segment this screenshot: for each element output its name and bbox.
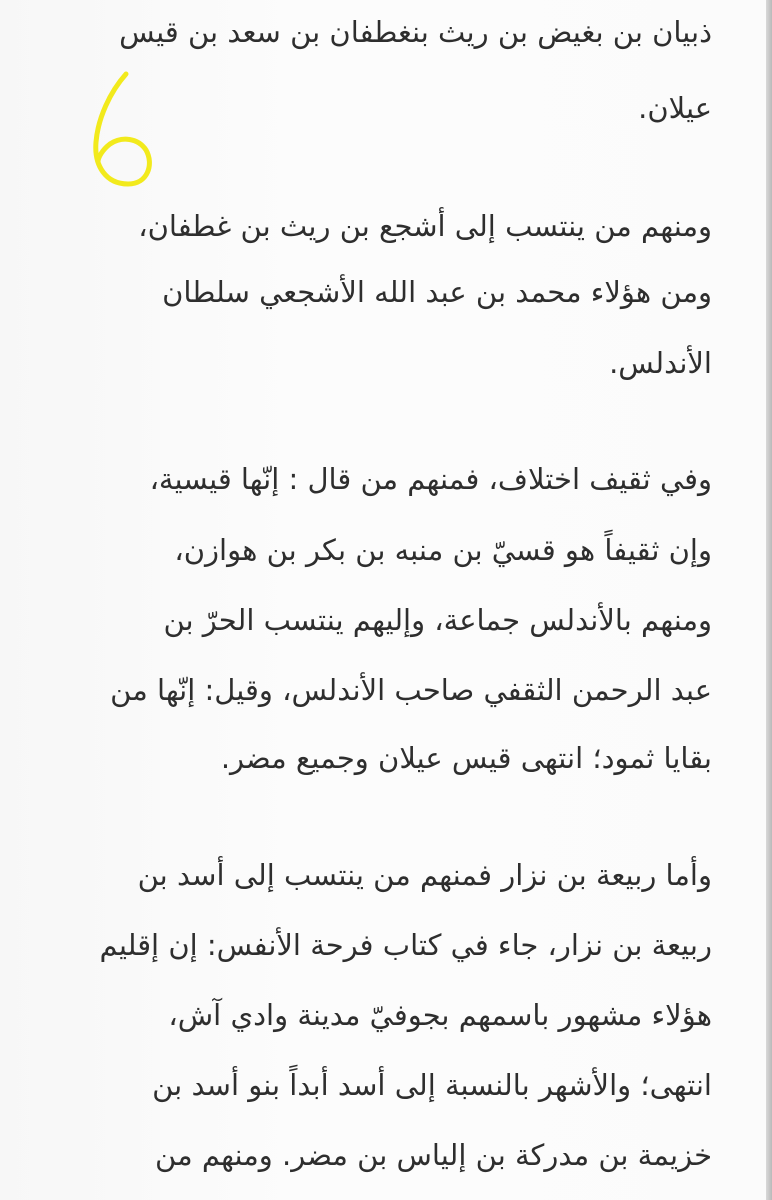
text-line: ربيعة بن نزار، جاء في كتاب فرحة الأنفس: إن إقليم bbox=[99, 928, 712, 962]
text-line: عيلان. bbox=[638, 91, 712, 125]
text-line: انتهى؛ والأشهر بالنسبة إلى أسد أبداً بنو أسد بن bbox=[152, 1068, 712, 1102]
text-line: بقايا ثمود؛ انتهى قيس عيلان وجميع مضر. bbox=[220, 741, 712, 775]
six-stroke bbox=[96, 74, 150, 184]
text-line: الأندلس. bbox=[609, 346, 712, 380]
text-line: ومنهم من ينتسب إلى أشجع بن ريث بن غطفان، bbox=[138, 209, 712, 243]
page-edge bbox=[766, 0, 772, 1200]
text-line: ومنهم بالأندلس جماعة، وإليهم ينتسب الحرّ بن bbox=[163, 603, 712, 637]
handwritten-six-annotation bbox=[88, 70, 158, 190]
text-line: وأما ربيعة بن نزار فمنهم من ينتسب إلى أسد بن bbox=[137, 858, 712, 892]
text-line: وفي ثقيف اختلاف، فمنهم من قال : إنّها قيسية، bbox=[149, 462, 712, 496]
text-line: ومن هؤلاء محمد بن عبد الله الأشجعي سلطان bbox=[162, 275, 712, 309]
text-line: خزيمة بن مدركة بن إلياس بن مضر. ومنهم من bbox=[155, 1138, 712, 1172]
text-line: عبد الرحمن الثقفي صاحب الأندلس، وقيل: إنّها من bbox=[110, 673, 712, 707]
text-line: هؤلاء مشهور باسمهم بجوفيّ مدينة وادي آش، bbox=[168, 998, 712, 1032]
text-line: ذبيان بن بغيض بن ريث بنغطفان بن سعد بن قيس bbox=[119, 15, 712, 49]
text-line: وإن ثقيفاً هو قسيّ بن منبه بن بكر بن هوازن، bbox=[174, 533, 712, 567]
